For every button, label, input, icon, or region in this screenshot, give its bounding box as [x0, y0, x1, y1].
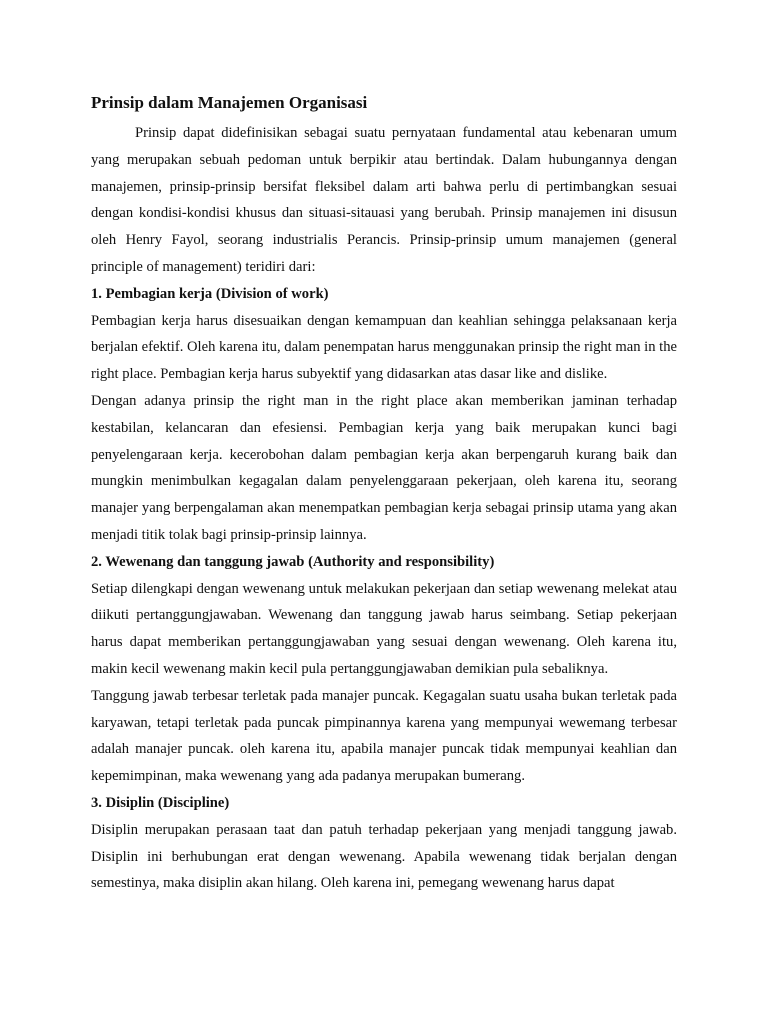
- section-paragraph: Setiap dilengkapi dengan wewenang untuk melakukan pekerjaan dan setiap wewenang melekat atau diikuti pertanggungjawaban. Wewenang dan tanggung jawab harus seimbang. Setiap pekerjaan harus dapat memberikan pertanggungjawaban yang sesuai dengan wewenang. Oleh karena itu, makin kecil wewenang makin kecil pula pertanggungjawaban demikian pula sebaliknya.: [91, 580, 677, 677]
- intro-paragraph: Prinsip dapat didefinisikan sebagai suatu pernyataan fundamental atau kebenaran umum yang merupakan sebuah pedoman untuk berpikir atau bertindak. Dalam hubungannya dengan manajemen, prinsip-prinsip bersifat fleksibel dalam arti bahwa perlu di pertimbangkan sesuai dengan kondisi-kondisi khusus dan situasi-sitauasi yang berubah. Prinsip manajemen ini disusun oleh Henry Fayol, seorang industrialis Perancis. Prinsip-prinsip umum manajemen (general principle of management) teridiri dari:: [91, 125, 677, 275]
- document-title: Prinsip dalam Manajemen Organisasi: [91, 93, 368, 112]
- section-heading: 3. Disiplin (Discipline): [91, 794, 230, 811]
- section-division-of-work: [91, 281, 677, 549]
- section-discipline: [91, 790, 677, 897]
- section-paragraph: Tanggung jawab terbesar terletak pada manajer puncak. Kegagalan suatu usaha bukan terletak pada karyawan, tetapi terletak pada puncak pimpinannya karena yang mempunyai wewemang terbesar adalah manajer puncak. oleh karena itu, apabila manajer puncak tidak mempunyai keahlian dan kepemimpinan, maka wewenang yang ada padanya merupakan bumerang.: [91, 687, 677, 785]
- section-authority-responsibility: [91, 549, 677, 790]
- section-paragraph: Pembagian kerja harus disesuaikan dengan kemampuan dan keahlian sehingga pelaksanaan kerja berjalan efektif. Oleh karena itu, dalam penempatan harus menggunakan prinsip the right man in the right place. Pembagian kerja harus subyektif yang didasarkan atas dasar like and dislike.: [91, 312, 677, 383]
- section-paragraph: Disiplin merupakan perasaan taat dan patuh terhadap pekerjaan yang menjadi tanggung jawab. Disiplin ini berhubungan erat dengan wewenang. Apabila wewenang tidak berjalan dengan semestinya, maka disiplin akan hilang. Oleh karena ini, pemegang wewenang harus dapat: [91, 821, 677, 892]
- section-heading: 2. Wewenang dan tanggung jawab (Authority and responsibility): [91, 553, 495, 570]
- section-heading: 1. Pembagian kerja (Division of work): [91, 285, 329, 302]
- section-paragraph: Dengan adanya prinsip the right man in the right place akan memberikan jaminan terhadap kestabilan, kelancaran dan efesiensi. Pembagian kerja yang baik merupakan kunci bagi penyelengaraan kerja. kecerobohan dalam pembagian kerja akan berpengaruh kurang baik dan mungkin menimbulkan kegagalan dalam penyelenggaraan pekerjaan, oleh karena itu, seorang manajer yang berpengalaman akan menempatkan pembagian kerja sebagai prinsip utama yang akan menjadi titik tolak bagi prinsip-prinsip lainnya.: [91, 392, 677, 543]
